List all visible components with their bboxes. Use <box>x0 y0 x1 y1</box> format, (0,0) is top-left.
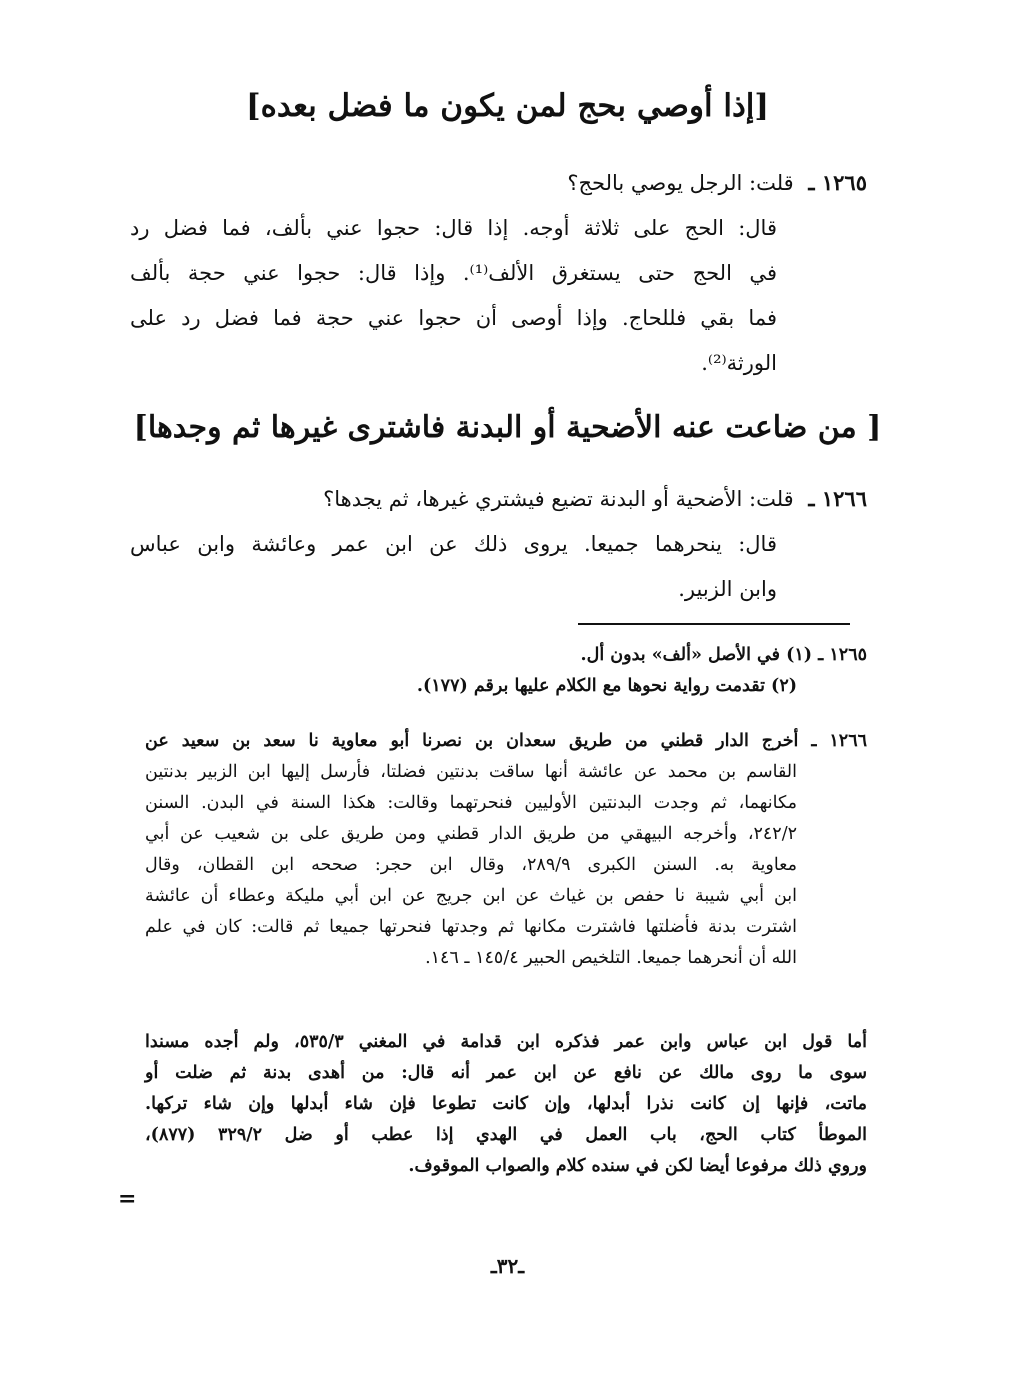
entry-number: ١٢٦٦ ـ <box>808 486 867 511</box>
answer-line: قال: ينحرهما جميعا. يروى ذلك عن ابن عمر وعائشة وابن عباس <box>130 532 777 556</box>
answer-line: الورثة⁽²⁾. <box>701 351 777 375</box>
footnote-1266-continued <box>145 1027 867 1182</box>
footnote-line: ٢٤٢/٢، وأخرجه البيهقي من طريق الدار قطني ومن طريق على بن شعيب عن أبي <box>145 824 797 844</box>
footnote-line: وروي ذلك مرفوعا أيضا لكن في سنده كلام والصواب الموقوف. <box>408 1156 867 1176</box>
footnote-line: ١٢٦٦ ـ أخرج الدار قطني من طريق سعدان بن نصرنا أبو معاوية نا سعد بن سعيد عن <box>145 731 867 751</box>
footnote-line: القاسم بن محمد عن عائشة أنها ساقت بدنتين فضلتا، فأرسل إليها ابن الزبير بدنتين <box>145 762 797 782</box>
entry-1266 <box>130 476 867 612</box>
footnote-line: معاوية به. السنن الكبرى ٢٨٩/٩، وقال ابن حجر: صححه ابن القطان، وقال <box>145 855 797 875</box>
question-text: قلت: الأضحية أو البدنة تضيع فيشتري غيرها، ثم يجدها؟ <box>323 487 794 511</box>
footnote-line: ١٢٦٥ ـ (١) في الأصل «ألف» بدون أل. <box>580 645 867 665</box>
section-heading-2: [ من ضاعت عنه الأضحية أو البدنة فاشترى غيرها ثم وجدها] <box>133 410 882 445</box>
footnote-line: أما قول ابن عباس وابن عمر فذكره ابن قدامة في المغني ٥٣٥/٣، ولم أجده مسندا <box>145 1032 867 1052</box>
footnote-line: الموطأ كتاب الحج، باب العمل في الهدي إذا عطب أو ضل ٣٢٩/٢ (٨٧٧)، <box>145 1125 868 1145</box>
footnote-line: ابن أبي شيبة نا حفص بن غياث عن ابن جريج عن ابن أبي مليكة وعطاء أن عائشة <box>145 886 797 906</box>
entry-answer <box>130 206 777 386</box>
footnote-line: مكانهما، ثم وجدت البدنتين الأوليين فنحرتهما وقالت: هكذا السنة في البدن. السنن <box>145 793 797 813</box>
footnotes-1265 <box>145 640 867 702</box>
footnote-separator <box>578 623 850 625</box>
answer-line: وابن الزبير. <box>678 577 777 601</box>
footnote-1266 <box>145 726 867 974</box>
continuation-mark: = <box>118 1186 137 1212</box>
answer-line: في الحج حتى يستغرق الألف⁽¹⁾. وإذا قال: حجوا عني حجة بألف <box>130 261 777 285</box>
answer-line: قال: الحج على ثلاثة أوجه. إذا قال: حجوا عني بألف، فما فضل رد <box>130 216 777 240</box>
entry-question <box>130 476 867 522</box>
entry-question <box>130 160 867 206</box>
question-text: قلت: الرجل يوصي بالحج؟ <box>567 171 794 195</box>
footnote-line: ماتت، فإنها إن كانت نذرا أبدلها، وإن كانت تطوعا فإن شاء أبدلها وإن شاء تركها. <box>145 1094 867 1114</box>
entry-1265 <box>130 160 867 386</box>
page-number: ـ٣٢ـ <box>490 1254 525 1278</box>
answer-line: فما بقي فللحاج. وإذا أوصى أن حجوا عني حجة فما فضل رد على <box>130 306 777 330</box>
section-heading-1: [إذا أوصي بحج لمن يكون ما فضل بعده] <box>245 88 770 124</box>
entry-number: ١٢٦٥ ـ <box>808 170 867 195</box>
footnote-line: (٢) تقدمت رواية نحوها مع الكلام عليها برقم (١٧٧). <box>416 676 797 696</box>
footnote-line: الله أن أنحرهما جميعا. التلخيص الحبير ١٤٥/٤ ـ ١٤٦. <box>425 948 797 968</box>
footnote-line: اشترت بدنة فأضلتها فاشترت مكانها ثم وجدتها فنحرتها جميعا ثم قالت: كان في علم <box>145 917 797 937</box>
footnote-line: سوى ما روى مالك عن نافع عن ابن عمر أنه قال: من أهدى بدنة ثم ضلت أو <box>145 1063 867 1083</box>
entry-answer <box>130 522 777 612</box>
